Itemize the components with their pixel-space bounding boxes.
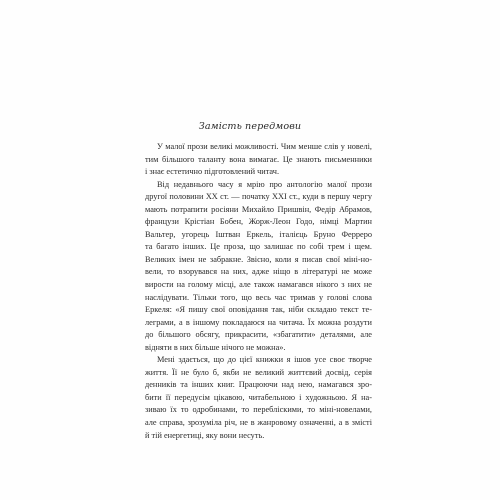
text-line: життя. Її не було б, якби не великий життєвий досвід, серія (145, 367, 372, 377)
text-line: відняти в них більше нічого не можна». (145, 342, 286, 352)
text-line: та багато інших. Це проза, що залишає по собі трем і щем. (145, 242, 372, 252)
text-line: мають потрапити росіяни Михайло Пришвін, Федір Абрамов, (145, 204, 372, 214)
text-line: Мені здається, що до цієї книжки я ішов усе своє творче (157, 355, 372, 365)
text-line: вирости на голому місці, але також намагався нікого з них не (145, 280, 372, 290)
text-line: вели, то взорувався на них, адже ніщо в літературі не може (145, 267, 372, 277)
text-line: й тій енергетиці, яку вони несуть. (145, 430, 265, 440)
text-line: бити її передусім цікавою, читабельною і художньою. Я на- (145, 392, 372, 402)
text-line: У малої прози великі можливості. Чим менше слів у новелі, (157, 142, 372, 151)
text-line: тим більшого таланту вона вимагає. Це знають письменники (145, 154, 372, 164)
text-line: до більшого обсягу, прикрасити, «збагатити» деталями, але (145, 330, 372, 340)
paragraph-2 (145, 179, 372, 355)
text-line: але справа, зрозуміла річ, не в жанровому означенні, а в змісті (145, 418, 372, 428)
text-line: наслідувати. Тільки того, що весь час тримав у голові слова (145, 292, 372, 302)
text-line: Вальтер, угорець Іштван Еркель, італієць Бруно Ферреро (145, 229, 372, 239)
body-text (145, 141, 372, 442)
text-line: зиваю їх то одробинами, то перебліскими, то міні-новелами, (145, 405, 372, 415)
text-line: денників та інших книг. Працюючи над нею, намагався зро- (145, 380, 372, 390)
text-line: Великих імен не забракне. Звісно, коли я писав свої міні-но- (145, 254, 372, 264)
text-line: Еркеля: «Я пишу свої оповідання так, ніби складаю текст те- (145, 305, 372, 315)
text-line: Від недавнього часу я мрію про антологію малої прози (157, 179, 372, 189)
section-heading: Замість передмови (198, 121, 302, 132)
paragraph-3 (145, 354, 372, 442)
text-line: і знає естетично підготовлений читач. (145, 167, 280, 177)
text-line: французи Крістіан Бобен, Жорж-Леон Годо, німці Мартин (145, 217, 372, 227)
text-line: другої половини XX ст. — початку XXI ст., куди в першу чергу (145, 192, 372, 202)
paragraph-1 (145, 141, 372, 179)
text-line: леграми, а в іншому покладаюся на читача. Їх можна роздути (145, 317, 372, 327)
